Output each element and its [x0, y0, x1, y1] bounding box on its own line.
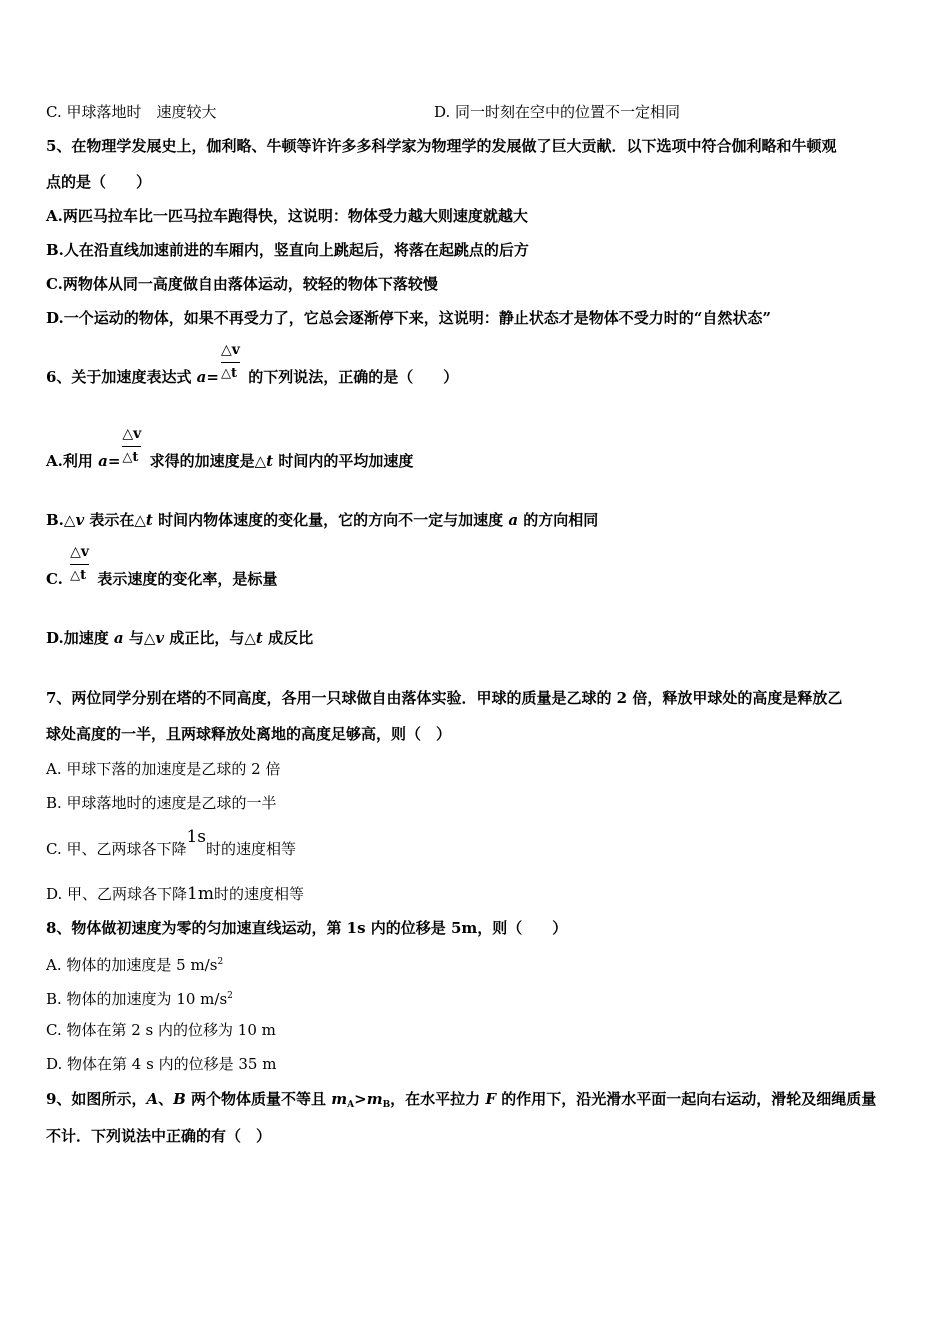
- q7-option-d: [46, 884, 304, 904]
- q7-d-end: 时的速度相等: [213, 885, 304, 903]
- q6-stem-text: 6、关于加速度表达式: [46, 368, 197, 386]
- var-a: a: [98, 452, 108, 470]
- q6-d-mid: 与△: [123, 629, 156, 647]
- fraction-dv-dt: [220, 342, 241, 388]
- var-t: t: [266, 452, 274, 470]
- q6-b-mid: 表示在△: [84, 511, 146, 529]
- q6-a-mid: 求得的加速度是△: [144, 452, 267, 470]
- q4-option-c: C. 甲球落地时 速度较大: [46, 103, 217, 121]
- q6-option-b: [46, 510, 598, 530]
- q8-option-b: [46, 986, 233, 1009]
- q7-option-a: A. 甲球下落的加速度是乙球的 2 倍: [46, 760, 281, 778]
- q7-c-end: 时的速度相等: [206, 840, 297, 858]
- var-t: t: [145, 511, 153, 529]
- q8-b-exponent: 2: [227, 991, 233, 1001]
- q7-c-text: C. 甲、乙两球各下降: [46, 840, 187, 858]
- q8-stem: 8、物体做初速度为零的匀加速直线运动，第 1s 内的位移是 5m，则（ ）: [46, 919, 568, 937]
- q6-option-a: [46, 426, 414, 472]
- q6-option-d: [46, 628, 313, 648]
- fraction-numerator: △v: [70, 544, 90, 560]
- subscript-B: B: [382, 1100, 391, 1110]
- q5-option-a: A.两匹马拉车比一匹马拉车跑得快，这说明：物体受力越大则速度就越大: [46, 207, 528, 225]
- q5-option-d: D.一个运动的物体，如果不再受力了，它总会逐渐停下来，这说明：静止状态才是物体不受力时的“自然状态”: [46, 309, 771, 327]
- q8-option-a: [46, 952, 223, 975]
- var-A: A: [146, 1090, 159, 1108]
- var-B: B: [173, 1090, 186, 1108]
- q7-stem-line1: 7、两位同学分别在塔的不同高度，各用一只球做自由落体实验．甲球的质量是乙球的 2 倍，释放甲球处的高度是释放乙: [46, 689, 843, 707]
- q7-option-c: [46, 827, 297, 859]
- q7-d-value: 1m: [187, 884, 214, 904]
- q8-option-d: D. 物体在第 4 s 内的位移是 35 m: [46, 1055, 277, 1073]
- q7-d-text: D. 甲、乙两球各下降: [46, 885, 188, 903]
- q6-a-end: 时间内的平均加速度: [273, 452, 414, 470]
- fraction-denominator: △t: [70, 568, 87, 583]
- q8-option-c: C. 物体在第 2 s 内的位移为 10 m: [46, 1021, 276, 1039]
- q6-stem-tail: 的下列说法，正确的是（ ）: [242, 368, 459, 386]
- q9-sep: 、: [158, 1090, 174, 1108]
- q6-c-text: C.: [46, 570, 69, 588]
- q4-option-d: D. 同一时刻在空中的位置不一定相同: [434, 103, 681, 121]
- q9-stem-line2: 不计．下列说法中正确的有（ ）: [46, 1127, 272, 1145]
- var-t: t: [255, 629, 263, 647]
- var-v: v: [155, 629, 165, 647]
- var-a: a: [196, 368, 207, 386]
- q5-stem-line2: 点的是（ ）: [46, 173, 152, 191]
- fraction-denominator: △t: [122, 450, 139, 465]
- var-m: m: [331, 1090, 348, 1108]
- fraction-dv-dt: [70, 544, 90, 590]
- q6-c-end: 表示速度的变化率，是标量: [92, 570, 278, 588]
- fraction-bar: [221, 362, 240, 363]
- q5-option-b: B.人在沿直线加速前进的车厢内，竖直向上跳起后，将落在起跳点的后方: [46, 241, 529, 259]
- q6-d-end: 成反比: [262, 629, 314, 647]
- q6-stem: [46, 342, 459, 388]
- q6-b-mid2: 时间内物体速度的变化量，它的方向不一定与加速度: [152, 511, 509, 529]
- fraction-bar: [122, 446, 141, 447]
- fraction-numerator: △v: [122, 426, 142, 442]
- q9-stem-line1: [46, 1089, 876, 1115]
- q6-option-c: [46, 544, 278, 590]
- q5-stem-line1: 5、在物理学发展史上，伽利略、牛顿等许许多多科学家为物理学的发展做了巨大贡献．以下选项中符合伽利略和牛顿观: [46, 137, 837, 155]
- q9-text3: ，在水平拉力: [390, 1090, 486, 1108]
- q6-d-mid2: 成正比，与△: [164, 629, 256, 647]
- q5-option-c: C.两物体从同一高度做自由落体运动，较轻的物体下落较慢: [46, 275, 438, 293]
- subscript-A: A: [347, 1100, 355, 1110]
- q9-text: 9、如图所示，: [46, 1090, 147, 1108]
- var-a: a: [113, 629, 124, 647]
- q9-text4: 的作用下，沿光滑水平面一起向右运动，滑轮及细绳质量: [496, 1090, 877, 1108]
- equals-sign: =: [206, 368, 219, 386]
- q7-option-b: B. 甲球落地时的速度是乙球的一半: [46, 794, 277, 812]
- var-m: m: [366, 1090, 383, 1108]
- fraction-denominator: △t: [220, 366, 237, 381]
- q7-c-value: 1s: [186, 827, 207, 847]
- q6-b-text: B.△: [46, 511, 76, 529]
- q7-stem-line2: 球处高度的一半，且两球释放处离地的高度足够高，则（ ）: [46, 725, 452, 743]
- q8-a-exponent: 2: [217, 957, 224, 967]
- q6-d-text: D.加速度: [46, 629, 114, 647]
- var-F: F: [485, 1090, 497, 1108]
- var-v: v: [75, 511, 85, 529]
- equals-sign: =: [107, 452, 121, 470]
- q6-a-text: A.利用: [46, 452, 99, 470]
- var-a: a: [508, 511, 519, 529]
- q6-b-end: 的方向相同: [518, 511, 599, 529]
- fraction-bar: [70, 564, 89, 565]
- q8-b-text: B. 物体的加速度为 10 m/s: [46, 990, 228, 1008]
- greater-than: >: [354, 1090, 367, 1108]
- fraction-dv-dt: [122, 426, 142, 472]
- q9-text2: 两个物体质量不等且: [185, 1090, 332, 1108]
- q8-a-text: A. 物体的加速度是 5 m/s: [46, 956, 218, 974]
- fraction-numerator: △v: [220, 342, 240, 358]
